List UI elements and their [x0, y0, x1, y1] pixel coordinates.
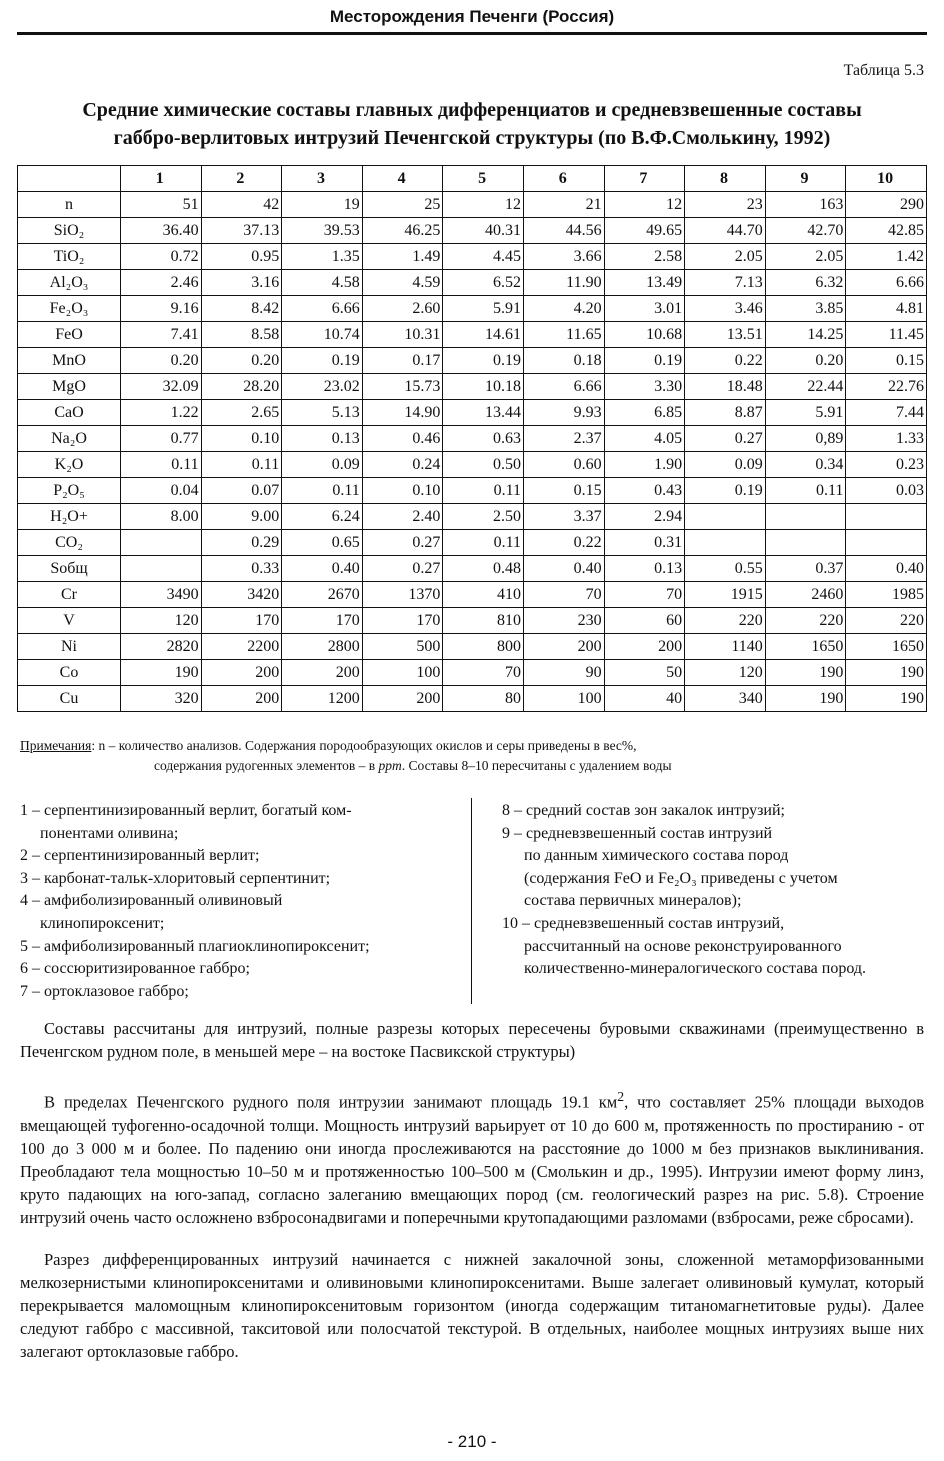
table-cell: 18.48 — [685, 374, 766, 400]
table-cell: 0.13 — [282, 426, 363, 452]
table-cell: 0.27 — [362, 530, 443, 556]
table-cell: 0.22 — [685, 348, 766, 374]
row-label: MgO — [18, 374, 121, 400]
table-cell: 0.15 — [523, 478, 604, 504]
table-cell: 0.40 — [846, 556, 927, 582]
table-cell: 44.70 — [685, 218, 766, 244]
table-cell: 1370 — [362, 582, 443, 608]
table-cell — [765, 504, 846, 530]
table-cell: 44.56 — [523, 218, 604, 244]
table-cell: 200 — [201, 660, 282, 686]
table-cell: 2.94 — [604, 504, 685, 530]
table-cell: 0.23 — [846, 452, 927, 478]
table-cell: 4.05 — [604, 426, 685, 452]
table-cell: 12 — [604, 192, 685, 218]
table-cell: 0.20 — [121, 348, 202, 374]
table-cell: 0.27 — [685, 426, 766, 452]
table-cell: 290 — [846, 192, 927, 218]
table-cell: 1.42 — [846, 244, 927, 270]
table-row — [18, 374, 927, 400]
table-row — [18, 348, 927, 374]
table-cell: 23.02 — [282, 374, 363, 400]
row-label: Cr — [18, 582, 121, 608]
running-header: Месторождения Печенги (Россия) — [17, 4, 927, 35]
table-cell: 8.87 — [685, 400, 766, 426]
table-cell: 1.33 — [846, 426, 927, 452]
table-cell: 70 — [523, 582, 604, 608]
table-cell: 12 — [443, 192, 524, 218]
table-cell: 60 — [604, 608, 685, 634]
table-row — [18, 478, 927, 504]
table-cell: 40.31 — [443, 218, 524, 244]
table-cell: 1.49 — [362, 244, 443, 270]
table-cell: 6.85 — [604, 400, 685, 426]
table-cell: 0.27 — [362, 556, 443, 582]
notes-line-2: содержания рудогенных элементов – в ppm. Составы 8–10 пересчитаны с удалением воды — [154, 758, 672, 773]
table-cell: 42 — [201, 192, 282, 218]
table-cell: 0.11 — [443, 478, 524, 504]
table-cell — [846, 504, 927, 530]
table-cell: 7.44 — [846, 400, 927, 426]
table-cell: 500 — [362, 634, 443, 660]
row-label: Cu — [18, 686, 121, 712]
table-cell: 0.03 — [846, 478, 927, 504]
notes-line-1: Примечания: n – количество анализов. Содержания породообразующих окислов и серы приведены в вес%, — [20, 738, 637, 753]
table-cell: 19 — [282, 192, 363, 218]
body-paragraph-1: В пределах Печенгского рудного поля интрузии занимают площадь 19.1 $км^2$, что составляет 25% площади выходов вмещающей туфогенно-осадочной толщи. Мощность интрузий варьирует от 10 до 600 м, протяженность по простиранию - от 100 до 3 000 м и более. По падению они иногда прослеживаются на расстояние до 1000 м без признаков выклинивания. Преобладают тела мощностью 10–50 м и протяженностью 100–500 м (Смолькин и др., 1995). Интрузии имеют форму линз, круто падающих на юго-запад, согласно залеганию вмещающих пород (см. геологический разрез на рис. 5.8). Строение интрузий очень часто осложнено взбросонадвигами и поперечными крутопадающими разломами (взбросами, реже сбросами). — [20, 1089, 924, 1227]
table-cell: 21 — [523, 192, 604, 218]
legend-item-9: 9 – средневзвешенный состав интрузий по данным химического состава пород (содержания FeO и Fe₂O₃ приведены с учетом состава первичных минералов); — [502, 824, 838, 910]
table-cell: 7.13 — [685, 270, 766, 296]
table-cell: 2460 — [765, 582, 846, 608]
table-header-row — [18, 166, 927, 192]
table-cell: 0.19 — [604, 348, 685, 374]
table-cell: 170 — [362, 608, 443, 634]
table-cell: 800 — [443, 634, 524, 660]
table-cell: 410 — [443, 582, 524, 608]
legend-left — [20, 800, 460, 1003]
table-cell: 2.05 — [685, 244, 766, 270]
table-cell: 13.51 — [685, 322, 766, 348]
table-cell: 120 — [685, 660, 766, 686]
table-cell: 0.19 — [443, 348, 524, 374]
table-cell: 2200 — [201, 634, 282, 660]
table-cell: 2.05 — [765, 244, 846, 270]
table-cell: 0.34 — [765, 452, 846, 478]
table-cell: 0.19 — [282, 348, 363, 374]
table-cell: 4.58 — [282, 270, 363, 296]
table-cell — [685, 504, 766, 530]
table-cell: 6.32 — [765, 270, 846, 296]
table-cell: 4.45 — [443, 244, 524, 270]
composition-table — [17, 165, 927, 712]
column-header: 10 — [846, 166, 927, 192]
table-cell: 9.16 — [121, 296, 202, 322]
row-label: K₂O — [18, 452, 121, 478]
table-cell: 100 — [523, 686, 604, 712]
table-cell: 1650 — [765, 634, 846, 660]
row-label: Co — [18, 660, 121, 686]
table-cell: 0.63 — [443, 426, 524, 452]
table-cell: 28.20 — [201, 374, 282, 400]
table-cell: 100 — [362, 660, 443, 686]
table-cell: 2.40 — [362, 504, 443, 530]
body-paragraph-2: Разрез дифференцированных интрузий начинается с нижней закалочной зоны, сложенной метаморфизованными мелкозернистыми клинопироксенитами и оливиновыми клинопироксенитами. Выше залегает оливиновый кумулат, который перекрывается маломощным клинопироксенитовым горизонтом (иногда содержащим титаномагнетитовые руды). Далее следуют габбро с массивной, такситовой или полосчатой текстурой. В отдельных, наиболее мощных интрузиях выше них залегают ортоклазовые габбро. — [20, 1250, 924, 1361]
table-cell: 200 — [201, 686, 282, 712]
table-cell: 2.50 — [443, 504, 524, 530]
table-row — [18, 634, 927, 660]
table-cell: 0.60 — [523, 452, 604, 478]
row-label: n — [18, 192, 121, 218]
table-cell: 0.07 — [201, 478, 282, 504]
row-label: V — [18, 608, 121, 634]
table-cell: 200 — [523, 634, 604, 660]
table-cell: 0.72 — [121, 244, 202, 270]
table-cell — [121, 556, 202, 582]
table-cell: 200 — [604, 634, 685, 660]
table-row — [18, 296, 927, 322]
legend-item-6: 6 – соссюритизированное габбро; — [20, 960, 250, 978]
table-cell: 0.04 — [121, 478, 202, 504]
table-row — [18, 504, 927, 530]
table-row — [18, 192, 927, 218]
table-cell: 0.15 — [846, 348, 927, 374]
column-header: 3 — [282, 166, 363, 192]
page-number: - 210 - — [447, 1432, 497, 1451]
table-row — [18, 400, 927, 426]
table-cell — [846, 530, 927, 556]
row-label: Al₂O₃ — [18, 270, 121, 296]
column-header: 5 — [443, 166, 524, 192]
table-cell: 190 — [121, 660, 202, 686]
table-cell: 2800 — [282, 634, 363, 660]
table-cell: 3.16 — [201, 270, 282, 296]
table-cell: 2.60 — [362, 296, 443, 322]
table-cell: 120 — [121, 608, 202, 634]
legend-item-10: 10 – средневзвешенный состав интрузий, рассчитанный на основе реконструированного количественно-минералогического состава пород. — [502, 914, 867, 978]
table-cell: 14.25 — [765, 322, 846, 348]
table-cell: 6.66 — [282, 296, 363, 322]
table-cell: 170 — [282, 608, 363, 634]
table-row — [18, 218, 927, 244]
table-cell: 0.17 — [362, 348, 443, 374]
table-cell: 0.11 — [765, 478, 846, 504]
table-cell: 200 — [282, 660, 363, 686]
table-cell: 3.46 — [685, 296, 766, 322]
table-cell: 3.30 — [604, 374, 685, 400]
table-number: Таблица 5.3 — [843, 62, 924, 79]
row-label: P₂O₅ — [18, 478, 121, 504]
table-cell: 0.09 — [685, 452, 766, 478]
table-cell: 1200 — [282, 686, 363, 712]
row-label: Fe₂O₃ — [18, 296, 121, 322]
table-cell: 42.85 — [846, 218, 927, 244]
table-cell: 36.40 — [121, 218, 202, 244]
table-cell: 320 — [121, 686, 202, 712]
table-cell: 190 — [765, 660, 846, 686]
table-cell: 1140 — [685, 634, 766, 660]
table-notes — [20, 736, 924, 776]
legend-item-3: 3 – карбонат-тальк-хлоритовый серпентинит; — [20, 869, 331, 887]
table-cell: 220 — [765, 608, 846, 634]
table-row — [18, 660, 927, 686]
column-header: 6 — [523, 166, 604, 192]
table-cell — [121, 530, 202, 556]
table-cell: 14.90 — [362, 400, 443, 426]
row-label: Ni — [18, 634, 121, 660]
table-cell: 25 — [362, 192, 443, 218]
table-cell: 200 — [362, 686, 443, 712]
table-cell: 1985 — [846, 582, 927, 608]
table-cell: 2.65 — [201, 400, 282, 426]
table-row — [18, 452, 927, 478]
table-cell: 11.90 — [523, 270, 604, 296]
table-cell: 1.35 — [282, 244, 363, 270]
title-line-2: габбро-верлитовых интрузий Печенгской структуры (по В.Ф.Смолькину, 1992) — [113, 127, 831, 149]
row-label: FeO — [18, 322, 121, 348]
table-cell: 0.48 — [443, 556, 524, 582]
table-cell: 0.43 — [604, 478, 685, 504]
table-cell: 0.55 — [685, 556, 766, 582]
table-cell: 11.65 — [523, 322, 604, 348]
table-row — [18, 530, 927, 556]
table-cell: 2.46 — [121, 270, 202, 296]
row-label: TiO₂ — [18, 244, 121, 270]
table-cell: 0.11 — [443, 530, 524, 556]
table-cell: 163 — [765, 192, 846, 218]
column-header: 7 — [604, 166, 685, 192]
table-cell: 2820 — [121, 634, 202, 660]
table-cell: 14.61 — [443, 322, 524, 348]
column-header: 8 — [685, 166, 766, 192]
table-cell: 0.19 — [685, 478, 766, 504]
table-cell: 170 — [201, 608, 282, 634]
table-cell: 4.81 — [846, 296, 927, 322]
table-cell: 190 — [846, 660, 927, 686]
table-cell: 0.46 — [362, 426, 443, 452]
legend-item-5: 5 – амфиболизированный плагиоклинопироксенит; — [20, 937, 370, 955]
table-row — [18, 244, 927, 270]
legend-divider — [471, 798, 472, 1004]
table-cell: 10.18 — [443, 374, 524, 400]
table-cell: 5.13 — [282, 400, 363, 426]
table-cell: 10.74 — [282, 322, 363, 348]
table-cell: 0.09 — [282, 452, 363, 478]
table-row — [18, 582, 927, 608]
table-cell: 37.13 — [201, 218, 282, 244]
table-cell: 230 — [523, 608, 604, 634]
table-cell: 15.73 — [362, 374, 443, 400]
table-row — [18, 426, 927, 452]
table-cell: 5.91 — [443, 296, 524, 322]
table-cell: 10.68 — [604, 322, 685, 348]
table-cell: 80 — [443, 686, 524, 712]
table-cell: 0.65 — [282, 530, 363, 556]
title-line-1: Средние химические составы главных дифференциатов и средневзвешенные составы — [82, 99, 862, 121]
table-cell: 70 — [604, 582, 685, 608]
table-cell: 340 — [685, 686, 766, 712]
row-label: H₂O+ — [18, 504, 121, 530]
table-title — [20, 96, 924, 152]
legend-item-2: 2 – серпентинизированный верлит; — [20, 847, 260, 865]
legend-item-8: 8 – средний состав зон закалок интрузий; — [502, 802, 785, 819]
table-cell: 190 — [846, 686, 927, 712]
legend-item-4: 4 – амфиболизированный оливиновый клинопироксенит; — [20, 892, 283, 932]
table-cell: 13.49 — [604, 270, 685, 296]
table-cell: 1915 — [685, 582, 766, 608]
table-cell: 0.11 — [282, 478, 363, 504]
table-cell: 190 — [765, 686, 846, 712]
table-cell: 46.25 — [362, 218, 443, 244]
table-cell: 6.24 — [282, 504, 363, 530]
table-cell: 32.09 — [121, 374, 202, 400]
table-cell: 0.50 — [443, 452, 524, 478]
table-cell: 0.10 — [362, 478, 443, 504]
table-cell: 10.31 — [362, 322, 443, 348]
table-cell: 0.29 — [201, 530, 282, 556]
table-cell: 3490 — [121, 582, 202, 608]
column-header: 1 — [121, 166, 202, 192]
table-cell: 0.11 — [121, 452, 202, 478]
legend-item-1: 1 – серпентинизированный верлит, богатый ком- понентами оливина; — [20, 802, 352, 842]
table-cell: 13.44 — [443, 400, 524, 426]
table-cell: 4.20 — [523, 296, 604, 322]
table-cell: 1650 — [846, 634, 927, 660]
table-cell — [765, 530, 846, 556]
table-cell: 8.42 — [201, 296, 282, 322]
table-cell: 2.58 — [604, 244, 685, 270]
table-cell: 3.37 — [523, 504, 604, 530]
table-cell: 50 — [604, 660, 685, 686]
table-cell: 0.20 — [201, 348, 282, 374]
table-cell: 4.59 — [362, 270, 443, 296]
table-cell: 3.85 — [765, 296, 846, 322]
row-label: CaO — [18, 400, 121, 426]
table-cell: 0.11 — [201, 452, 282, 478]
row-label: SiO₂ — [18, 218, 121, 244]
table-cell: 810 — [443, 608, 524, 634]
table-cell: 0,89 — [765, 426, 846, 452]
table-cell: 39.53 — [282, 218, 363, 244]
table-cell: 0.20 — [765, 348, 846, 374]
column-header: 9 — [765, 166, 846, 192]
table-cell: 0.18 — [523, 348, 604, 374]
table-cell: 9.00 — [201, 504, 282, 530]
table-cell: 2670 — [282, 582, 363, 608]
table-cell: 0.40 — [282, 556, 363, 582]
row-label: MnO — [18, 348, 121, 374]
table-cell: 0.22 — [523, 530, 604, 556]
table-cell: 51 — [121, 192, 202, 218]
table-cell: 5.91 — [765, 400, 846, 426]
notes-label: Примечания — [20, 738, 92, 753]
table-cell — [685, 530, 766, 556]
row-label: Na₂O — [18, 426, 121, 452]
table-row — [18, 322, 927, 348]
table-cell: 8.00 — [121, 504, 202, 530]
table-cell: 0.10 — [201, 426, 282, 452]
table-cell: 0.40 — [523, 556, 604, 582]
column-header: 2 — [201, 166, 282, 192]
row-label: Sобщ — [18, 556, 121, 582]
table-cell: 22.76 — [846, 374, 927, 400]
table-cell: 0.24 — [362, 452, 443, 478]
table-cell: 90 — [523, 660, 604, 686]
legend-item-7: 7 – ортоклазовое габбро; — [20, 982, 189, 1000]
table-cell: 220 — [685, 608, 766, 634]
table-cell: 1.22 — [121, 400, 202, 426]
table-cell: 0.33 — [201, 556, 282, 582]
table-cell: 6.66 — [846, 270, 927, 296]
table-cell: 9.93 — [523, 400, 604, 426]
header-corner-cell — [18, 166, 121, 192]
legend-right — [502, 800, 932, 981]
table-row — [18, 686, 927, 712]
table-cell: 7.41 — [121, 322, 202, 348]
table-cell: 49.65 — [604, 218, 685, 244]
column-header: 4 — [362, 166, 443, 192]
table-cell: 3420 — [201, 582, 282, 608]
table-cell: 23 — [685, 192, 766, 218]
table-cell: 3.01 — [604, 296, 685, 322]
table-cell: 8.58 — [201, 322, 282, 348]
table-cell: 6.66 — [523, 374, 604, 400]
table-cell: 0.77 — [121, 426, 202, 452]
table-row — [18, 556, 927, 582]
table-cell: 70 — [443, 660, 524, 686]
table-cell: 11.45 — [846, 322, 927, 348]
table-row — [18, 270, 927, 296]
table-cell: 3.66 — [523, 244, 604, 270]
table-cell: 6.52 — [443, 270, 524, 296]
row-label: CO₂ — [18, 530, 121, 556]
table-cell: 0.31 — [604, 530, 685, 556]
table-cell: 220 — [846, 608, 927, 634]
table-cell: 0.95 — [201, 244, 282, 270]
table-cell: 42.70 — [765, 218, 846, 244]
table-cell: 1.90 — [604, 452, 685, 478]
table-row — [18, 608, 927, 634]
table-cell: 40 — [604, 686, 685, 712]
table-cell: 0.37 — [765, 556, 846, 582]
table-cell: 2.37 — [523, 426, 604, 452]
table-cell: 0.13 — [604, 556, 685, 582]
composition-note-paragraph: Составы рассчитаны для интрузий, полные разрезы которых пересечены буровыми скважинами (преимущественно в Печенгском рудном поле, в меньшей мере – на востоке Пасвикской структуры) — [20, 1019, 924, 1061]
table-cell: 22.44 — [765, 374, 846, 400]
